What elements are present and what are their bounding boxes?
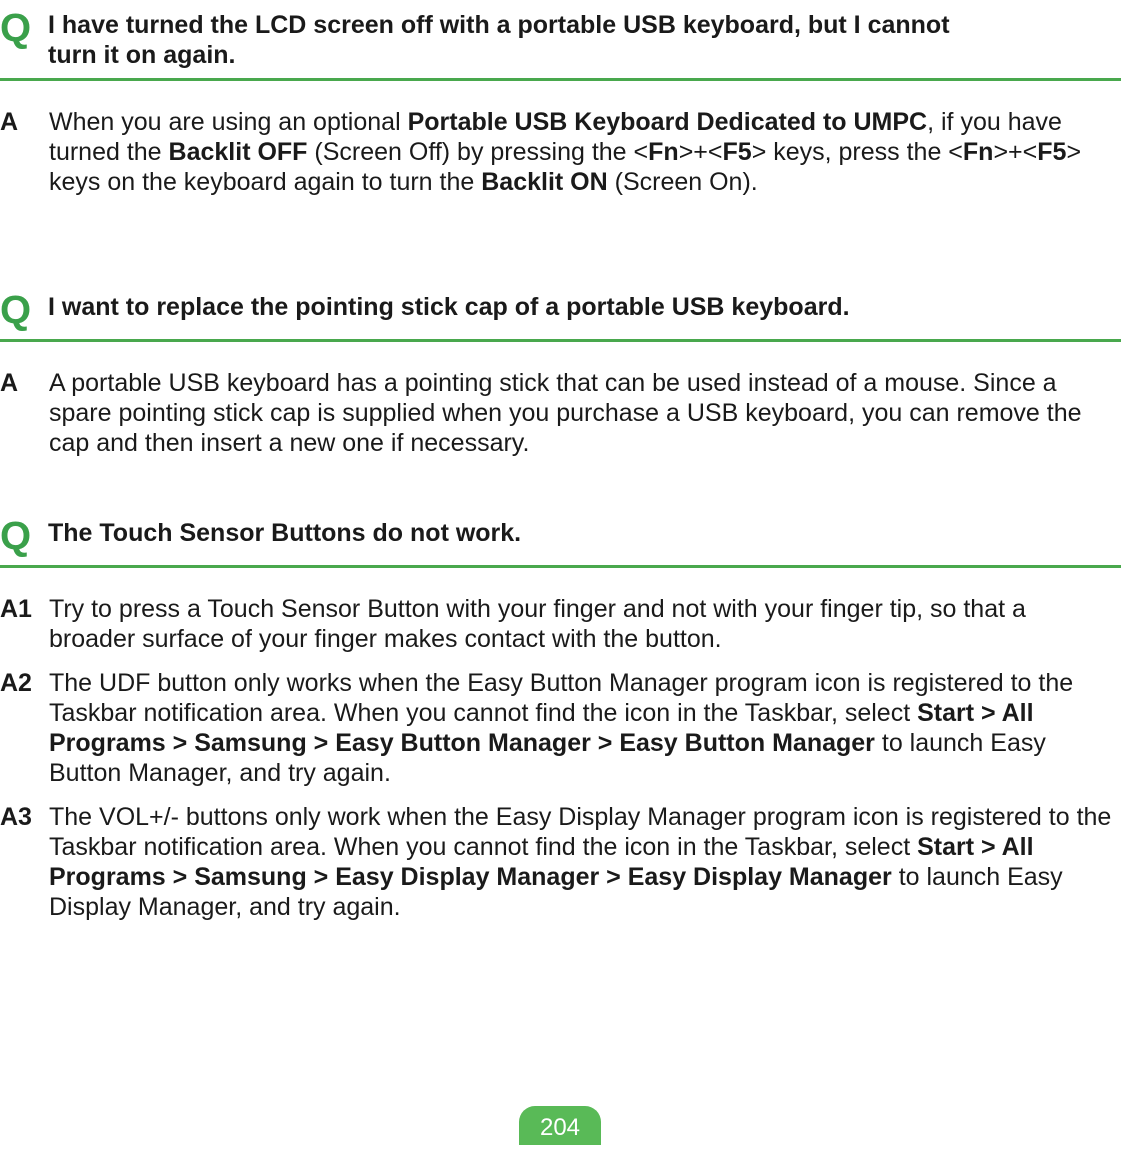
question-divider (0, 78, 1121, 81)
answer-block-a2 (0, 668, 1121, 788)
answer-text: > keys, press the < (751, 138, 963, 166)
question-text-line1: I have turned the LCD screen off with a portable USB keyboard, but I cannot (48, 11, 950, 39)
answer-text: (Screen Off) by pressing the < (307, 138, 649, 166)
faq-section-pointing-stick (0, 288, 1121, 458)
answer-emphasis: Backlit ON (481, 168, 608, 196)
question-mark-icon: Q (0, 6, 32, 50)
question-heading (0, 288, 1121, 332)
answer-text: A portable USB keyboard has a pointing stick that can be used instead of a mouse. Since a spare pointing stick cap is supplied when you purchase a USB keyboard, you can remove the cap and then insert a new one if necessary. (49, 369, 1082, 457)
question-divider (0, 339, 1121, 342)
answer-label: A (0, 108, 19, 136)
faq-section-lcd (0, 6, 1121, 197)
answer-emphasis: Portable USB Keyboard Dedicated to UMPC (407, 108, 928, 136)
page-number: 204 (539, 1114, 581, 1141)
question-mark-icon: Q (0, 514, 32, 558)
answer-text: (Screen On). (607, 168, 758, 196)
question-heading (0, 6, 1121, 70)
question-text-line2: turn it on again. (48, 41, 236, 69)
answer-label: A2 (0, 669, 32, 697)
answer-text: >+< (993, 138, 1038, 166)
answer-emphasis: Start > All Programs > Samsung > Easy Display Manager > Easy Display Manager (49, 833, 1034, 891)
answer-emphasis: F5 (722, 138, 752, 166)
answer-emphasis: F5 (1037, 138, 1067, 166)
answer-emphasis: Fn (648, 138, 679, 166)
answer-label: A (0, 369, 19, 397)
answer-text: >+< (678, 138, 723, 166)
answer-emphasis: Start > All Programs > Samsung > Easy Button Manager > Easy Button Manager (49, 699, 1034, 757)
answer-block-a3 (0, 802, 1121, 922)
answer-text: to launch Easy Button Manager, and try again. (49, 729, 1046, 787)
answer-text: > keys on the keyboard again to turn the (49, 138, 1082, 196)
answer-text: , if you have turned the (49, 108, 1062, 166)
answer-text: The UDF button only works when the Easy Button Manager program icon is registered to the Taskbar notification area. When you cannot find the icon in the Taskbar, select (49, 669, 1074, 727)
answer-text: Try to press a Touch Sensor Button with your finger and not with your finger tip, so that a broader surface of your finger makes contact with the button. (49, 595, 1026, 653)
question-text: I want to replace the pointing stick cap of a portable USB keyboard. (48, 293, 850, 321)
question-mark-icon: Q (0, 288, 32, 332)
answer-label: A3 (0, 803, 32, 831)
answer-block (0, 368, 1121, 458)
question-heading (0, 514, 1121, 558)
answer-label: A1 (0, 595, 32, 623)
answer-block (0, 107, 1121, 197)
answer-text: When you are using an optional (49, 108, 408, 136)
faq-section-touch-sensor (0, 514, 1121, 922)
answer-text: The VOL+/- buttons only work when the Easy Display Manager program icon is registered to the Taskbar notification area. When you cannot find the icon in the Taskbar, select (49, 803, 1112, 861)
question-divider (0, 565, 1121, 568)
question-text: The Touch Sensor Buttons do not work. (48, 519, 522, 547)
page-number-tab (519, 1106, 601, 1145)
answer-text: to launch Easy Display Manager, and try again. (49, 863, 1063, 921)
answer-emphasis: Fn (962, 138, 994, 166)
answer-block-a1 (0, 594, 1121, 654)
answer-emphasis: Backlit OFF (168, 138, 308, 166)
